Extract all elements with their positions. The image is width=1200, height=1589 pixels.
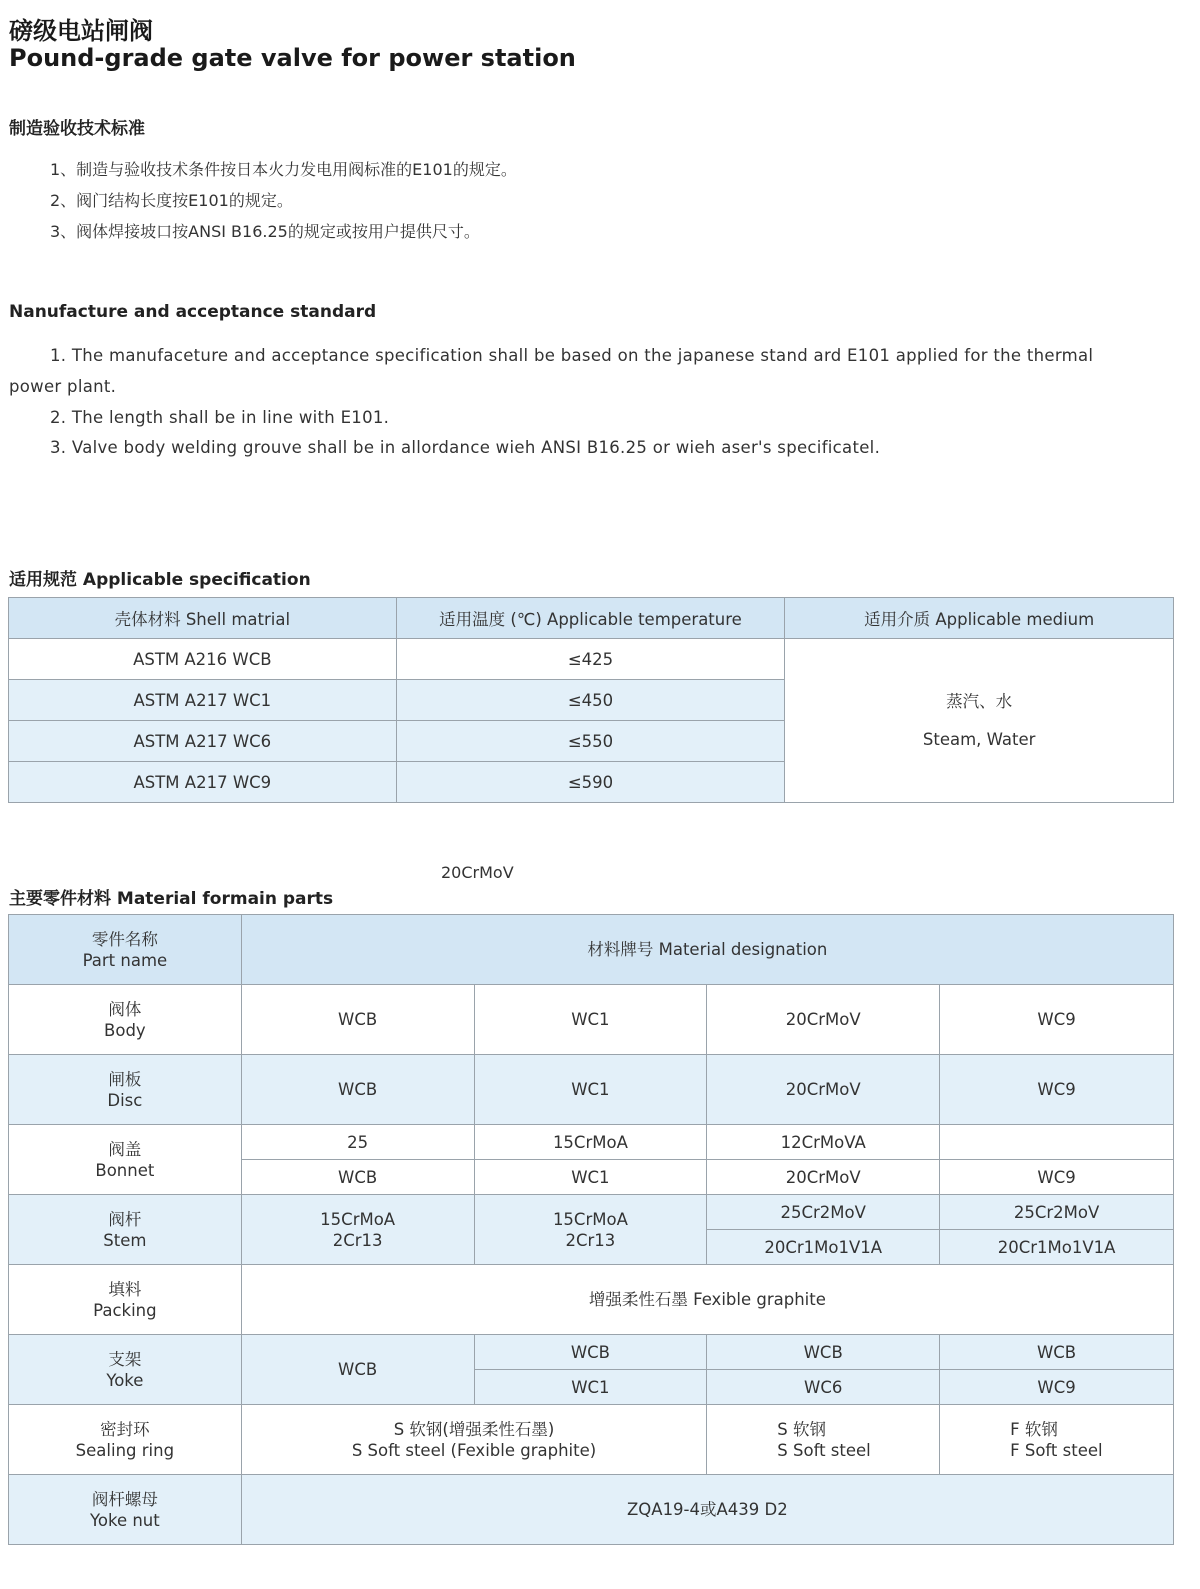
part-yoke-en: Yoke bbox=[106, 1370, 144, 1390]
table-cell: 15CrMoA bbox=[474, 1125, 707, 1160]
standard-item-cn-2: 2、阀门结构长度按E101的规定。 bbox=[50, 191, 293, 210]
table-cell: WC1 bbox=[474, 985, 707, 1055]
table-cell: 20CrMoV bbox=[707, 1160, 940, 1195]
table-cell: WCB bbox=[241, 1055, 474, 1125]
part-sealing-cn: 密封环 bbox=[100, 1419, 150, 1439]
part-packing-en: Packing bbox=[93, 1300, 157, 1320]
part-bonnet-en: Bonnet bbox=[95, 1160, 155, 1180]
table-cell: 20CrMoV bbox=[707, 1055, 940, 1125]
table-cell: WCB bbox=[241, 1335, 474, 1405]
standard-item-cn-3: 3、阀体焊接坡口按ANSI B16.25的规定或按用户提供尺寸。 bbox=[50, 222, 480, 241]
table-cell bbox=[940, 1125, 1174, 1160]
table-row bbox=[9, 1125, 1174, 1160]
table-cell: WCB bbox=[474, 1335, 707, 1370]
part-disc-en: Disc bbox=[107, 1090, 143, 1110]
spec-header-row bbox=[9, 598, 1174, 639]
spec-temp: ≤450 bbox=[396, 680, 785, 721]
table-cell: ZQA19-4或A439 D2 bbox=[241, 1475, 1173, 1545]
spec-temp: ≤550 bbox=[396, 721, 785, 762]
part-name-header bbox=[9, 915, 242, 985]
table-cell: 20CrMoV bbox=[707, 985, 940, 1055]
spec-temp: ≤425 bbox=[396, 639, 785, 680]
table-row bbox=[9, 1265, 1174, 1335]
table-row bbox=[9, 1335, 1174, 1370]
part-yoke-nut bbox=[9, 1475, 242, 1545]
part-disc bbox=[9, 1055, 242, 1125]
spec-medium-en: Steam, Water bbox=[922, 729, 1036, 749]
spec-heading: 适用规范 Applicable specification bbox=[9, 570, 311, 590]
spec-medium bbox=[785, 639, 1174, 803]
standard-item-en-3: 3. Valve body welding grouve shall be in allordance wieh ANSI B16.25 or wieh aser's specificatel. bbox=[50, 438, 881, 457]
table-cell: WC1 bbox=[474, 1370, 707, 1405]
stem-col1-b: 2Cr13 bbox=[332, 1230, 383, 1250]
part-yoke-nut-cn: 阀杆螺母 bbox=[91, 1489, 158, 1509]
part-stem-en: Stem bbox=[103, 1230, 147, 1250]
part-disc-cn: 闸板 bbox=[108, 1069, 142, 1089]
part-sealing-en: Sealing ring bbox=[75, 1440, 175, 1460]
materials-header-row bbox=[9, 915, 1174, 985]
table-cell: WC1 bbox=[474, 1055, 707, 1125]
spec-material: ASTM A217 WC1 bbox=[9, 680, 397, 721]
sealing-c12-cn: S 软钢(增强柔性石墨) bbox=[393, 1419, 555, 1439]
table-cell: WCB bbox=[707, 1335, 940, 1370]
table-cell: WCB bbox=[241, 1160, 474, 1195]
table-row bbox=[9, 1405, 1174, 1475]
spec-table bbox=[8, 597, 1174, 803]
table-cell: WC9 bbox=[940, 1160, 1174, 1195]
table-row bbox=[9, 1195, 1174, 1230]
table-cell bbox=[707, 1405, 940, 1475]
standard-heading-cn: 制造验收技术标准 bbox=[9, 119, 145, 139]
standard-item-en-1-cont: power plant. bbox=[9, 377, 117, 396]
part-sealing-ring bbox=[9, 1405, 242, 1475]
spec-col-temp: 适用温度 (℃) Applicable temperature bbox=[396, 598, 785, 639]
spec-material: ASTM A217 WC6 bbox=[9, 721, 397, 762]
part-name-header-cn: 零件名称 bbox=[91, 929, 158, 949]
table-cell: 25Cr2MoV bbox=[940, 1195, 1174, 1230]
table-cell: 20Cr1Mo1V1A bbox=[940, 1230, 1174, 1265]
part-body bbox=[9, 985, 242, 1055]
table-cell: WC6 bbox=[707, 1370, 940, 1405]
standard-heading-en: Nanufacture and acceptance standard bbox=[9, 302, 377, 322]
table-cell: 12CrMoVA bbox=[707, 1125, 940, 1160]
sealing-c3-cn: S 软钢 bbox=[777, 1419, 826, 1439]
table-cell: 25 bbox=[241, 1125, 474, 1160]
standard-item-en-1: 1. The manufaceture and acceptance specification shall be based on the japanese stand ard E101 applied for the thermal bbox=[50, 346, 1094, 365]
table-row bbox=[9, 639, 1174, 680]
table-cell: 25Cr2MoV bbox=[707, 1195, 940, 1230]
table-cell bbox=[241, 1195, 474, 1265]
standard-item-cn-1: 1、制造与验收技术条件按日本火力发电用阀标准的E101的规定。 bbox=[50, 160, 517, 179]
spec-medium-cn: 蒸汽、水 bbox=[946, 691, 1013, 711]
table-row bbox=[9, 985, 1174, 1055]
stem-col2-b: 2Cr13 bbox=[565, 1230, 616, 1250]
part-stem bbox=[9, 1195, 242, 1265]
table-row bbox=[9, 1475, 1174, 1545]
table-cell: 20Cr1Mo1V1A bbox=[707, 1230, 940, 1265]
part-bonnet-cn: 阀盖 bbox=[108, 1139, 142, 1159]
part-yoke-cn: 支架 bbox=[108, 1349, 142, 1369]
spec-material: ASTM A216 WCB bbox=[9, 639, 397, 680]
part-packing-cn: 填料 bbox=[108, 1279, 142, 1299]
spec-col-medium: 适用介质 Applicable medium bbox=[785, 598, 1174, 639]
part-body-cn: 阀体 bbox=[108, 999, 142, 1019]
materials-heading: 主要零件材料 Material formain parts bbox=[9, 889, 334, 909]
table-cell: WC1 bbox=[474, 1160, 707, 1195]
part-body-en: Body bbox=[104, 1020, 146, 1040]
table-cell bbox=[474, 1195, 707, 1265]
page-title-cn: 磅级电站闸阀 bbox=[9, 17, 153, 45]
table-cell: WCB bbox=[241, 985, 474, 1055]
part-yoke-nut-en: Yoke nut bbox=[90, 1510, 160, 1530]
table-cell: 增强柔性石墨 Fexible graphite bbox=[241, 1265, 1173, 1335]
stem-col2-a: 15CrMoA bbox=[552, 1209, 628, 1229]
table-row bbox=[9, 1055, 1174, 1125]
part-packing bbox=[9, 1265, 242, 1335]
table-cell: WCB bbox=[940, 1335, 1174, 1370]
spec-col-shell: 壳体材料 Shell matrial bbox=[9, 598, 397, 639]
materials-table bbox=[8, 914, 1174, 1545]
table-cell: WC9 bbox=[940, 985, 1174, 1055]
table-cell: WC9 bbox=[940, 1370, 1174, 1405]
part-bonnet bbox=[9, 1125, 242, 1195]
part-yoke bbox=[9, 1335, 242, 1405]
floating-note: 20CrMoV bbox=[441, 863, 514, 882]
sealing-c12-en: S Soft steel (Fexible graphite) bbox=[351, 1440, 597, 1460]
stem-col1-a: 15CrMoA bbox=[320, 1209, 396, 1229]
designation-header: 材料牌号 Material designation bbox=[241, 915, 1173, 985]
table-cell bbox=[241, 1405, 707, 1475]
spec-temp: ≤590 bbox=[396, 762, 785, 803]
sealing-c3-en: S Soft steel bbox=[777, 1440, 871, 1460]
spec-material: ASTM A217 WC9 bbox=[9, 762, 397, 803]
sealing-c4-cn: F 软钢 bbox=[1010, 1419, 1058, 1439]
page-title-en: Pound-grade gate valve for power station bbox=[9, 44, 576, 72]
table-cell: WC9 bbox=[940, 1055, 1174, 1125]
table-cell bbox=[940, 1405, 1174, 1475]
part-name-header-en: Part name bbox=[82, 950, 168, 970]
sealing-c4-en: F Soft steel bbox=[1010, 1440, 1103, 1460]
standard-item-en-2: 2. The length shall be in line with E101. bbox=[50, 408, 390, 427]
part-stem-cn: 阀杆 bbox=[108, 1209, 142, 1229]
